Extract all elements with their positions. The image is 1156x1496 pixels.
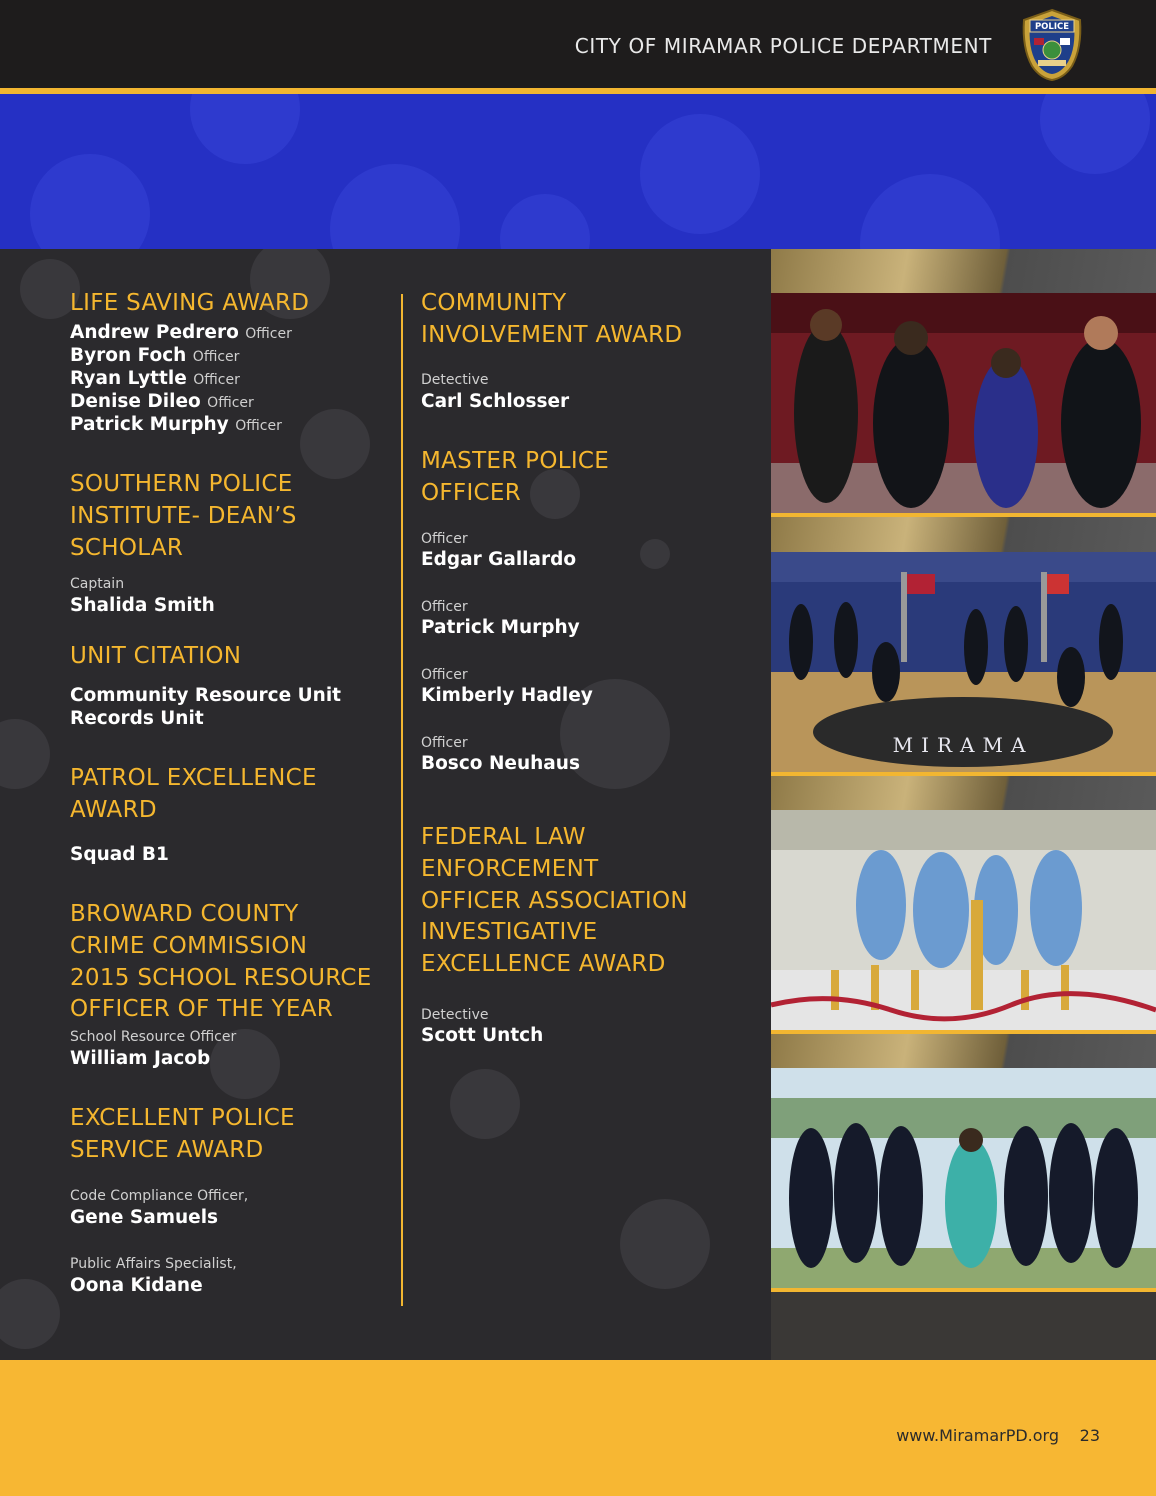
awardee-name: Kimberly Hadley <box>421 685 593 706</box>
awardee-rank: Detective <box>421 372 489 388</box>
footer-website-link[interactable]: www.MiramarPD.org <box>896 1426 1059 1445</box>
awardee-rank: Officer <box>421 735 468 751</box>
patrol-excellence-heading: PATROL EXCELLENCE AWARD <box>70 765 317 823</box>
awardee-rank: Officer <box>421 531 468 547</box>
awardee-name: Denise Dileo Officer <box>70 391 254 412</box>
awardee-name: Bosco Neuhaus <box>421 753 580 774</box>
community-involvement-heading: COMMUNITY INVOLVEMENT AWARD <box>421 290 683 348</box>
column-divider <box>401 294 403 1306</box>
title-band <box>0 94 1156 249</box>
awardee-name: Patrick Murphy <box>421 617 580 638</box>
southern-police-heading: SOUTHERN POLICE INSTITUTE- DEAN’S SCHOLAR <box>70 471 297 561</box>
broward-county-heading: BROWARD COUNTY CRIME COMMISSION 2015 SCHOOL RESOURCE OFFICER OF THE YEAR <box>70 901 372 1023</box>
police-badge-icon <box>1018 8 1086 82</box>
awardee-rank: Captain <box>70 576 125 592</box>
awardee-name: Edgar Gallardo <box>421 549 577 570</box>
unit-name: Community Resource Unit <box>70 685 342 706</box>
awardee-name: Scott Untch <box>421 1025 544 1046</box>
awardee-rank: Officer <box>421 667 468 683</box>
awardee-name: William Jacob <box>70 1048 211 1069</box>
awardee-name: Ryan Lyttle Officer <box>70 368 240 389</box>
medal-strip <box>771 249 1156 293</box>
awardee-name: Andrew Pedrero Officer <box>70 322 292 343</box>
photo-k9-unit <box>771 552 1156 772</box>
awardee-name: Squad B1 <box>70 844 169 865</box>
unit-citation-heading: UNIT CITATION <box>70 643 242 669</box>
excellent-police-service-heading: EXCELLENT POLICE SERVICE AWARD <box>70 1105 295 1163</box>
page-number: 23 <box>1079 1426 1100 1445</box>
awardee-rank: Detective <box>421 1007 489 1023</box>
awardee-rank: Code Compliance Officer, <box>70 1188 249 1204</box>
awardee-name: Byron Foch Officer <box>70 345 240 366</box>
master-police-officer-heading: MASTER POLICE OFFICER <box>421 448 610 506</box>
awardee-rank: Public Affairs Specialist, <box>70 1256 237 1272</box>
photo-trophies <box>771 810 1156 1030</box>
awardee-rank: Officer <box>421 599 468 615</box>
unit-name: Records Unit <box>70 708 204 729</box>
page-header <box>0 0 1156 88</box>
awardee-name: Gene Samuels <box>70 1207 219 1228</box>
federal-law-enforcement-heading: FEDERAL LAW ENFORCEMENT OFFICER ASSOCIATION INVESTIGATIVE EXCELLENCE AWARD <box>421 824 688 978</box>
badge-text: POLICE <box>1034 22 1070 32</box>
awardee-name: Oona Kidane <box>70 1275 203 1296</box>
photo-ceremony <box>771 293 1156 513</box>
awardee-rank: School Resource Officer <box>70 1029 237 1045</box>
header-title: CITY OF MIRAMAR POLICE DEPARTMENT <box>574 34 992 58</box>
awardee-name: Carl Schlosser <box>421 391 570 412</box>
life-saving-award-heading: LIFE SAVING AWARD <box>70 290 310 316</box>
photo-group <box>771 1068 1156 1288</box>
photo-column <box>771 249 1156 1360</box>
gym-floor-text: MIRAMA <box>892 733 1034 757</box>
awardee-name: Patrick Murphy Officer <box>70 414 282 435</box>
awardee-name: Shalida Smith <box>70 595 215 616</box>
